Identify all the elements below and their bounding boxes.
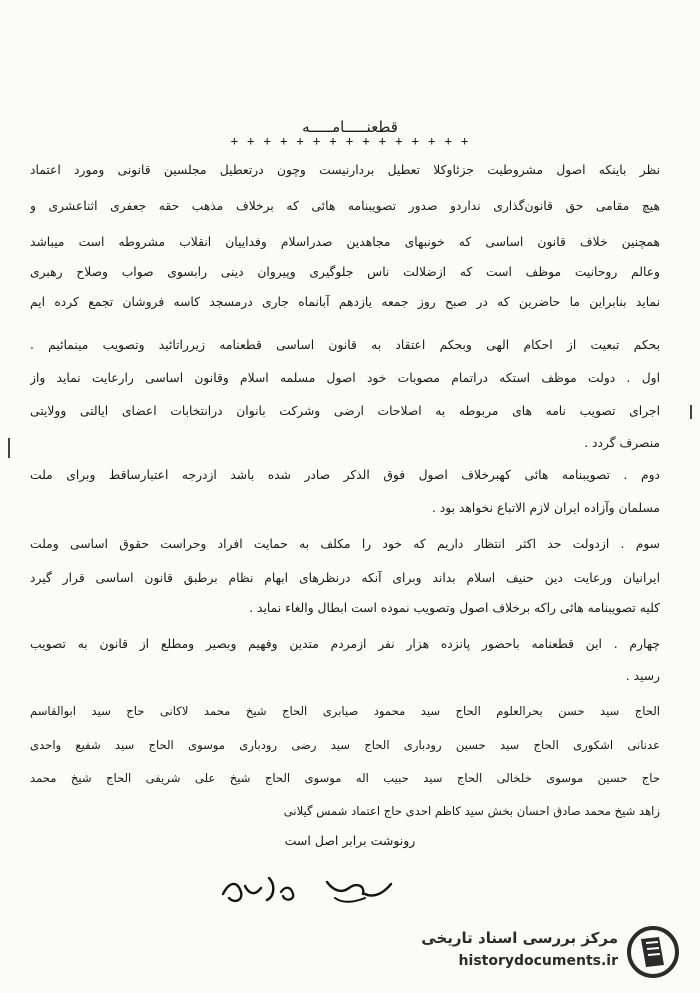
handwritten-signature [215,864,405,914]
paragraph-line: بحکم تبعیت از احکام الهی وبحکم اعتقاد به قانون اساسی قطعنامه زیرراتائید وتصویب مینمائیم . [30,338,660,352]
signatories-line: حاج حسین موسوی خلخالی الحاج سید حبیب اله موسوی الحاج شیخ علی شریفی الحاج شیخ محمد [30,771,660,785]
paragraph-line: ایرانیان ورعایت دین حنیف اسلام بداند وبرای آنکه درنظرهای ابهام نظام برطبق قانون اساسی قرار گیرد [30,571,660,585]
paragraph-line: نماید بنابراین ما حاضرین که در صبح روز جمعه یازدهم آبانماه جاری درمسجد کاسه فروشان تجمع کرده ایم [30,295,660,309]
watermark-url: historydocuments.ir [458,953,618,969]
margin-mark [8,438,10,458]
title-underline: + + + + + + + + + + + + + + + [230,134,470,148]
copy-certification-note: رونوشت برابر اصل است [284,833,416,848]
paragraph-line: مسلمان وآزاده ایران لازم الاتباع نخواهد بود . [431,501,660,515]
signatories-line: الحاج سید حسن بحرالعلوم الحاج سید محمود صیابری الحاج شیخ محمد لاکانی حاج سید ابوالقاسم [30,704,660,718]
margin-mark [690,405,692,419]
paragraph-line: رسید . [625,669,660,683]
document-title: قطعنـــــامـــــه [302,118,398,136]
paragraph-line: منصرف گردد . [584,436,660,450]
paragraph-line: کلیه تصویبنامه هائی راکه برخلاف اصول وتصویب نموده است ابطال والغاء نماید . [249,601,660,615]
paragraph-line: همچنین خلاف قانون اساسی که خونبهای مجاهدین صدراسلام وفداییان انقلاب مشروطه است میباشد [30,235,660,249]
signatories-line: زاهد شیخ محمد صادق احسان بخش سید کاظم احدی حاج اعتماد شمس گیلانی [283,804,660,818]
watermark [390,923,680,981]
signatories-line: عدنانی اشکوری الحاج سید حسین رودباری الحاج سید رضی رودباری موسوی الحاج سید شفیع واحدی [30,738,660,752]
paragraph-line: دوم . تصویبنامه هائی کهبرخلاف اصول فوق الذکر صادر شده باشد ازدرجه اعتبارساقط وبرای ملت [30,468,660,482]
paragraph-line: نظر باینکه اصول مشروطیت جزئاوکلا تعطیل بردارنیست وچون درتعطیل مجلسین قانونی ومورد اعتماد [30,163,660,177]
paragraph-line: اول . دولت موظف استکه دراتمام مصوبات خود اصول مسلمه اسلام وقانون اساسی رارعایت نماید واز [30,371,660,385]
paragraph-line: هیچ مقامی حق قانون‌گذاری نداردو صدور تصویبنامه هائی که برخلاف مذهب حقه جعفری اثناعشری و [30,199,660,213]
watermark-name: مرکز بررسی اسناد تاریخی [421,929,618,947]
paragraph-line: اجرای تصویب نامه های مربوطه به اصلاحات ارضی وشرکت بانوان درانتخابات اعضای ایالتی وولایتی [30,404,660,418]
paragraph-line: سوم . ازدولت حد اکثر انتظار داریم که خود را مکلف به حمایت افراد وحراست حقوق اساسی وملت [30,537,660,551]
document-center-logo-icon [626,925,680,979]
paragraph-line: وعالم روحانیت موظف است که ازضلالت ناس جلوگیری وپیروان دینی رابسوی صواب وصلاح رهبری [30,265,660,279]
paragraph-line: چهارم . این قطعنامه باحضور پانزده هزار نفر ازمردم متدین وفهیم وبصیر ومطلع از قانون به تصویب [30,637,660,651]
